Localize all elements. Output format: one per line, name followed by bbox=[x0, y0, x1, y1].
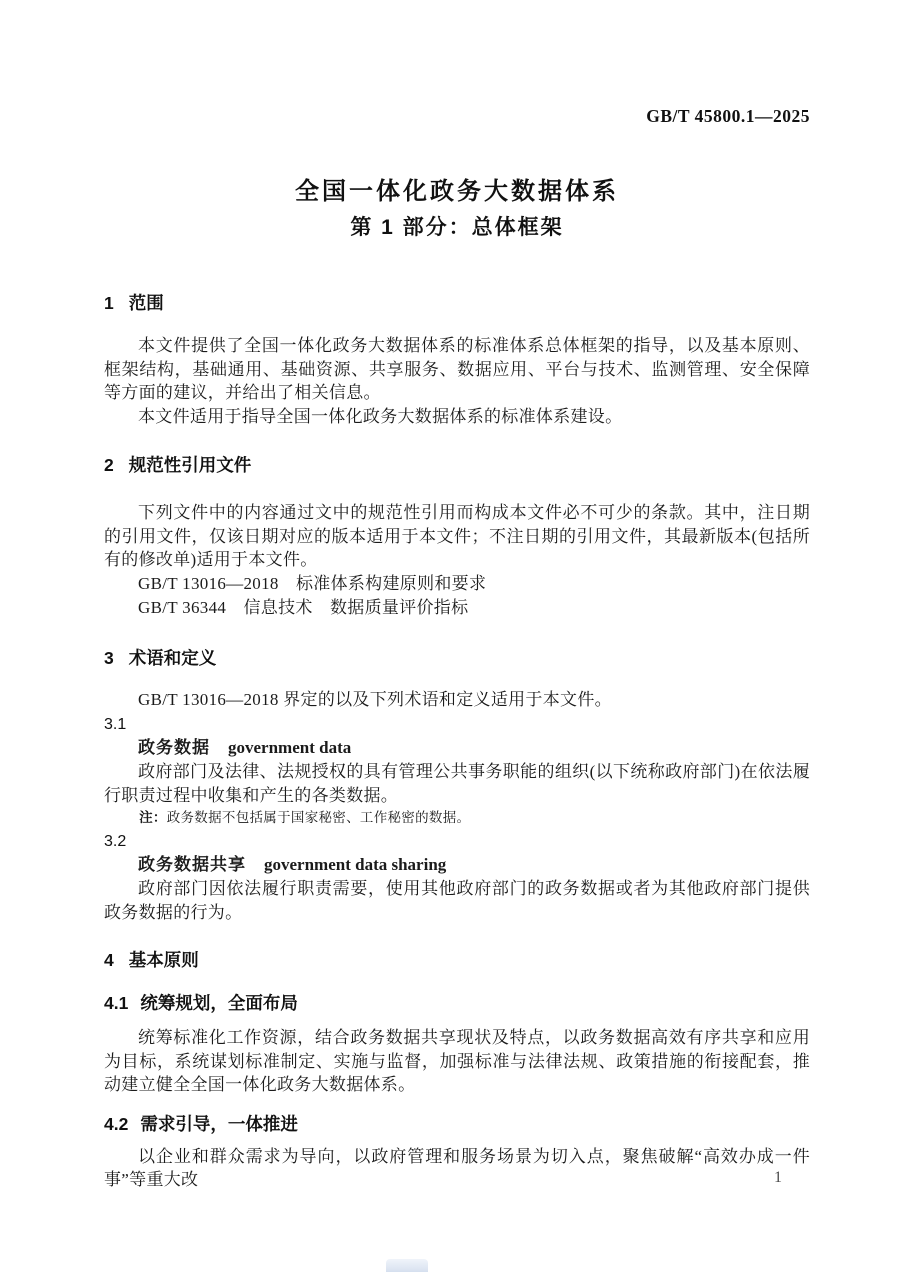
section-2-title: 规范性引用文件 bbox=[128, 455, 252, 475]
term-1-definition: 政府部门及法律、法规授权的具有管理公共事务职能的组织(以下统称政府部门)在依法履行职责过程中收集和产生的各类数据。 bbox=[104, 762, 810, 805]
term-1-note bbox=[104, 807, 810, 829]
term-2-definition: 政府部门因依法履行职责需要，使用其他政府部门的政务数据或者为其他政府部门提供政务数据的行为。 bbox=[104, 879, 810, 922]
section-2-heading bbox=[104, 453, 810, 478]
section-4-1-heading bbox=[104, 991, 810, 1016]
term-1-english: government data bbox=[228, 738, 352, 757]
section-1-number: 1 bbox=[104, 293, 114, 313]
note-label: 注： bbox=[139, 810, 167, 825]
term-1-number: 3.1 bbox=[104, 716, 127, 733]
bottom-watermark bbox=[386, 1259, 428, 1272]
term-2-chinese: 政务数据共享 bbox=[138, 855, 246, 874]
section-4-2-heading bbox=[104, 1112, 810, 1137]
page-number: 1 bbox=[774, 1169, 782, 1186]
term-2-number: 3.2 bbox=[104, 833, 127, 850]
section-1-paragraph-2: 本文件适用于指导全国一体化政务大数据体系的标准体系建设。 bbox=[138, 406, 623, 426]
term-1-chinese: 政务数据 bbox=[138, 738, 210, 757]
section-1-heading bbox=[104, 291, 810, 316]
note-text: 政务数据不包括属于国家秘密、工作秘密的数据。 bbox=[166, 810, 471, 825]
section-4-number: 4 bbox=[104, 950, 114, 970]
section-4-2-title: 需求引导，一体推进 bbox=[140, 1113, 298, 1134]
section-4-2-paragraph: 以企业和群众需求为导向，以政府管理和服务场景为切入点，聚焦破解“高效办成一件事”等重大改 bbox=[104, 1146, 810, 1189]
section-3-number: 3 bbox=[104, 647, 114, 668]
section-3-intro: GB/T 13016—2018 界定的以及下列术语和定义适用于本文件。 bbox=[138, 689, 612, 709]
section-1-paragraph-1: 本文件提供了全国一体化政务大数据体系的标准体系总体框架的指导，以及基本原则、框架结构，基础通用、基础资源、共享服务、数据应用、平台与技术、监测管理、安全保障等方面的建议，并给出了相关信息。 bbox=[104, 336, 810, 402]
standard-code: GB/T 45800.1—2025 bbox=[646, 106, 810, 126]
term-2-line bbox=[104, 853, 810, 877]
section-2-paragraph-1: 下列文件中的内容通过文中的规范性引用而构成本文件必不可少的条款。其中，注日期的引用文件，仅该日期对应的版本适用于本文件；不注日期的引用文件，其最新版本(包括所有的修改单)适用于本文件。 bbox=[104, 503, 810, 569]
document-subtitle: 第 1 部分：总体框架 bbox=[350, 216, 564, 239]
section-4-1-number: 4.1 bbox=[104, 993, 129, 1013]
section-4-1-title: 统筹规划，全面布局 bbox=[140, 993, 298, 1013]
section-2-number: 2 bbox=[104, 455, 114, 475]
normative-reference-2: GB/T 36344 信息技术 数据质量评价指标 bbox=[138, 597, 469, 617]
section-4-heading bbox=[104, 948, 810, 973]
section-4-1-paragraph: 统筹标准化工作资源，结合政务数据共享现状及特点，以政务数据高效有序共享和应用为目标，系统谋划标准制定、实施与监督，加强标准与法律法规、政策措施的衔接配套，推动建立健全全国一体化政务大数据体系。 bbox=[104, 1028, 810, 1094]
normative-reference-1: GB/T 13016—2018 标准体系构建原则和要求 bbox=[138, 573, 487, 593]
document-content bbox=[104, 0, 810, 1192]
term-1-line bbox=[104, 736, 810, 760]
section-1-title: 范围 bbox=[128, 293, 164, 313]
section-3-heading bbox=[104, 646, 810, 671]
term-2-english: government data sharing bbox=[264, 855, 447, 874]
section-3-title: 术语和定义 bbox=[128, 647, 217, 668]
section-4-2-number: 4.2 bbox=[104, 1113, 129, 1134]
document-title: 全国一体化政务大数据体系 bbox=[295, 178, 619, 205]
section-4-title: 基本原则 bbox=[128, 950, 199, 970]
